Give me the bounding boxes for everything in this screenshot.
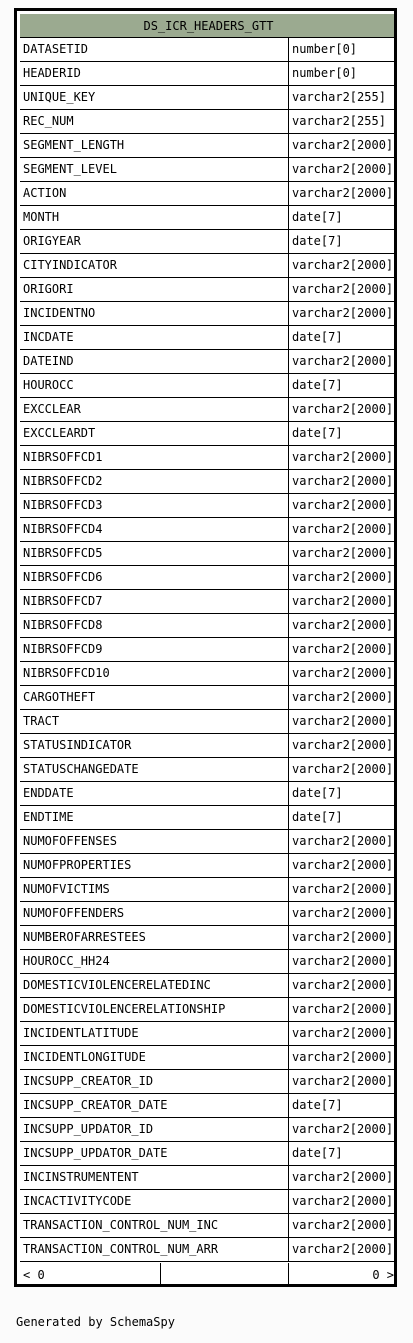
column-row[interactable] — [20, 518, 397, 542]
column-type: varchar2[2000] — [292, 1026, 394, 1040]
column-row[interactable] — [20, 806, 397, 830]
column-name: INCIDENTLONGITUDE — [20, 1046, 289, 1069]
column-type: date[7] — [292, 1146, 343, 1160]
column-type: date[7] — [292, 1098, 343, 1112]
column-row[interactable] — [20, 1070, 397, 1094]
column-type: date[7] — [292, 210, 343, 224]
column-type: number[0] — [292, 66, 358, 80]
generated-by-text: Generated by SchemaSpy — [16, 1315, 175, 1329]
column-type: varchar2[2000] — [292, 1050, 394, 1064]
column-row[interactable] — [20, 638, 397, 662]
column-type: varchar2[2000] — [292, 738, 394, 752]
column-name: REC_NUM — [20, 110, 289, 133]
column-type: varchar2[2000] — [292, 306, 394, 320]
column-type: varchar2[2000] — [292, 1074, 394, 1088]
column-type: varchar2[2000] — [292, 906, 394, 920]
column-type: varchar2[2000] — [292, 1194, 394, 1208]
column-row[interactable] — [20, 62, 397, 86]
column-name: EXCCLEAR — [20, 398, 289, 421]
column-type: varchar2[255] — [292, 114, 386, 128]
column-name: ORIGYEAR — [20, 230, 289, 253]
footer-spacer — [161, 1263, 289, 1287]
column-name: NIBRSOFFCD6 — [20, 566, 289, 589]
column-name: INCACTIVITYCODE — [20, 1190, 289, 1213]
column-type: varchar2[2000] — [292, 450, 394, 464]
column-type: varchar2[2000] — [292, 1218, 394, 1232]
column-row[interactable] — [20, 782, 397, 806]
column-type: varchar2[2000] — [292, 666, 394, 680]
column-name: NIBRSOFFCD10 — [20, 662, 289, 685]
column-row[interactable] — [20, 446, 397, 470]
column-name: NIBRSOFFCD2 — [20, 470, 289, 493]
column-name: NIBRSOFFCD7 — [20, 590, 289, 613]
column-name: INCSUPP_UPDATOR_DATE — [20, 1142, 289, 1165]
column-name: DATASETID — [20, 38, 289, 61]
column-row[interactable] — [20, 1190, 397, 1214]
column-row[interactable] — [20, 230, 397, 254]
column-row[interactable] — [20, 206, 397, 230]
column-type: varchar2[2000] — [292, 954, 394, 968]
column-row[interactable] — [20, 1166, 397, 1190]
column-row[interactable] — [20, 374, 397, 398]
column-name: DOMESTICVIOLENCERELATEDINC — [20, 974, 289, 997]
column-name: INCSUPP_UPDATOR_ID — [20, 1118, 289, 1141]
children-count: 0 > — [372, 1268, 394, 1282]
column-name: MONTH — [20, 206, 289, 229]
column-type: varchar2[2000] — [292, 858, 394, 872]
column-row[interactable] — [20, 710, 397, 734]
column-type: date[7] — [292, 378, 343, 392]
column-name: INCDATE — [20, 326, 289, 349]
column-row[interactable] — [20, 1238, 397, 1262]
column-name: NIBRSOFFCD1 — [20, 446, 289, 469]
column-type: varchar2[2000] — [292, 882, 394, 896]
column-type: date[7] — [292, 234, 343, 248]
column-type: date[7] — [292, 786, 343, 800]
column-type: varchar2[2000] — [292, 186, 394, 200]
column-name: NUMBEROFARRESTEES — [20, 926, 289, 949]
column-name: NIBRSOFFCD5 — [20, 542, 289, 565]
column-type: varchar2[2000] — [292, 162, 394, 176]
column-row[interactable] — [20, 1142, 397, 1166]
column-name: CITYINDICATOR — [20, 254, 289, 277]
column-name: TRANSACTION_CONTROL_NUM_ARR — [20, 1238, 289, 1261]
column-name: SEGMENT_LEVEL — [20, 158, 289, 181]
column-row[interactable] — [20, 854, 397, 878]
column-type: varchar2[2000] — [292, 1002, 394, 1016]
column-row[interactable] — [20, 566, 397, 590]
column-row[interactable] — [20, 902, 397, 926]
column-row[interactable] — [20, 158, 397, 182]
column-row[interactable] — [20, 542, 397, 566]
table-box[interactable] — [14, 8, 397, 1287]
column-type: date[7] — [292, 426, 343, 440]
column-row[interactable] — [20, 734, 397, 758]
column-name: TRANSACTION_CONTROL_NUM_INC — [20, 1214, 289, 1237]
column-type: varchar2[2000] — [292, 1170, 394, 1184]
column-type: varchar2[2000] — [292, 690, 394, 704]
column-row[interactable] — [20, 470, 397, 494]
column-type: varchar2[2000] — [292, 642, 394, 656]
column-type: varchar2[2000] — [292, 930, 394, 944]
column-name: ENDDATE — [20, 782, 289, 805]
column-type: varchar2[2000] — [292, 978, 394, 992]
column-name: DOMESTICVIOLENCERELATIONSHIP — [20, 998, 289, 1021]
column-name: HOUROCC — [20, 374, 289, 397]
column-row[interactable] — [20, 974, 397, 998]
column-row[interactable] — [20, 1118, 397, 1142]
column-name: STATUSCHANGEDATE — [20, 758, 289, 781]
column-row[interactable] — [20, 302, 397, 326]
column-type: varchar2[2000] — [292, 594, 394, 608]
column-name: NUMOFOFFENDERS — [20, 902, 289, 925]
column-row[interactable] — [20, 134, 397, 158]
column-row[interactable] — [20, 182, 397, 206]
column-name: HEADERID — [20, 62, 289, 85]
column-name: STATUSINDICATOR — [20, 734, 289, 757]
column-name: ENDTIME — [20, 806, 289, 829]
column-row[interactable] — [20, 326, 397, 350]
table-footer — [20, 1263, 397, 1287]
column-name: NIBRSOFFCD3 — [20, 494, 289, 517]
column-row[interactable] — [20, 926, 397, 950]
column-name: NIBRSOFFCD9 — [20, 638, 289, 661]
column-name: INCINSTRUMENTENT — [20, 1166, 289, 1189]
column-type: varchar2[2000] — [292, 762, 394, 776]
column-row[interactable] — [20, 1214, 397, 1238]
column-type: varchar2[2000] — [292, 498, 394, 512]
column-name: SEGMENT_LENGTH — [20, 134, 289, 157]
column-type: varchar2[2000] — [292, 1122, 394, 1136]
column-row[interactable] — [20, 590, 397, 614]
column-name: INCSUPP_CREATOR_DATE — [20, 1094, 289, 1117]
column-type: varchar2[2000] — [292, 138, 394, 152]
column-type: varchar2[255] — [292, 90, 386, 104]
column-row[interactable] — [20, 1022, 397, 1046]
column-type: varchar2[2000] — [292, 834, 394, 848]
column-name: NUMOFVICTIMS — [20, 878, 289, 901]
column-type: varchar2[2000] — [292, 714, 394, 728]
column-type: varchar2[2000] — [292, 282, 394, 296]
column-type: number[0] — [292, 42, 358, 56]
column-row[interactable] — [20, 1046, 397, 1070]
column-row[interactable] — [20, 662, 397, 686]
column-type: date[7] — [292, 810, 343, 824]
column-row[interactable] — [20, 950, 397, 974]
table-title[interactable]: DS_ICR_HEADERS_GTT — [20, 14, 397, 38]
column-row[interactable] — [20, 686, 397, 710]
column-row[interactable] — [20, 614, 397, 638]
column-type: varchar2[2000] — [292, 1242, 394, 1256]
column-name: EXCCLEARDT — [20, 422, 289, 445]
column-name: TRACT — [20, 710, 289, 733]
column-type: varchar2[2000] — [292, 570, 394, 584]
column-type: varchar2[2000] — [292, 258, 394, 272]
column-row[interactable] — [20, 422, 397, 446]
column-row[interactable] — [20, 878, 397, 902]
column-row[interactable] — [20, 494, 397, 518]
column-row[interactable] — [20, 398, 397, 422]
column-name: HOUROCC_HH24 — [20, 950, 289, 973]
column-row[interactable] — [20, 1094, 397, 1118]
column-row[interactable] — [20, 254, 397, 278]
column-name: CARGOTHEFT — [20, 686, 289, 709]
column-row[interactable] — [20, 758, 397, 782]
column-type: varchar2[2000] — [292, 474, 394, 488]
column-name: NIBRSOFFCD8 — [20, 614, 289, 637]
parents-count: < 0 — [20, 1263, 161, 1287]
column-name: INCSUPP_CREATOR_ID — [20, 1070, 289, 1093]
column-name: NUMOFOFFENSES — [20, 830, 289, 853]
column-type: varchar2[2000] — [292, 546, 394, 560]
column-row[interactable] — [20, 278, 397, 302]
column-type: varchar2[2000] — [292, 618, 394, 632]
column-name: INCIDENTNO — [20, 302, 289, 325]
column-row[interactable] — [20, 998, 397, 1022]
column-row[interactable] — [20, 86, 397, 110]
column-name: INCIDENTLATITUDE — [20, 1022, 289, 1045]
column-list — [20, 38, 397, 1262]
column-name: NUMOFPROPERTIES — [20, 854, 289, 877]
column-name: UNIQUE_KEY — [20, 86, 289, 109]
column-name: DATEIND — [20, 350, 289, 373]
column-name: ACTION — [20, 182, 289, 205]
column-row[interactable] — [20, 350, 397, 374]
column-name: NIBRSOFFCD4 — [20, 518, 289, 541]
column-name: ORIGORI — [20, 278, 289, 301]
column-type: varchar2[2000] — [292, 522, 394, 536]
column-row[interactable] — [20, 110, 397, 134]
column-row[interactable] — [20, 830, 397, 854]
column-type: date[7] — [292, 330, 343, 344]
column-type: varchar2[2000] — [292, 402, 394, 416]
column-type: varchar2[2000] — [292, 354, 394, 368]
column-row[interactable] — [20, 38, 397, 62]
